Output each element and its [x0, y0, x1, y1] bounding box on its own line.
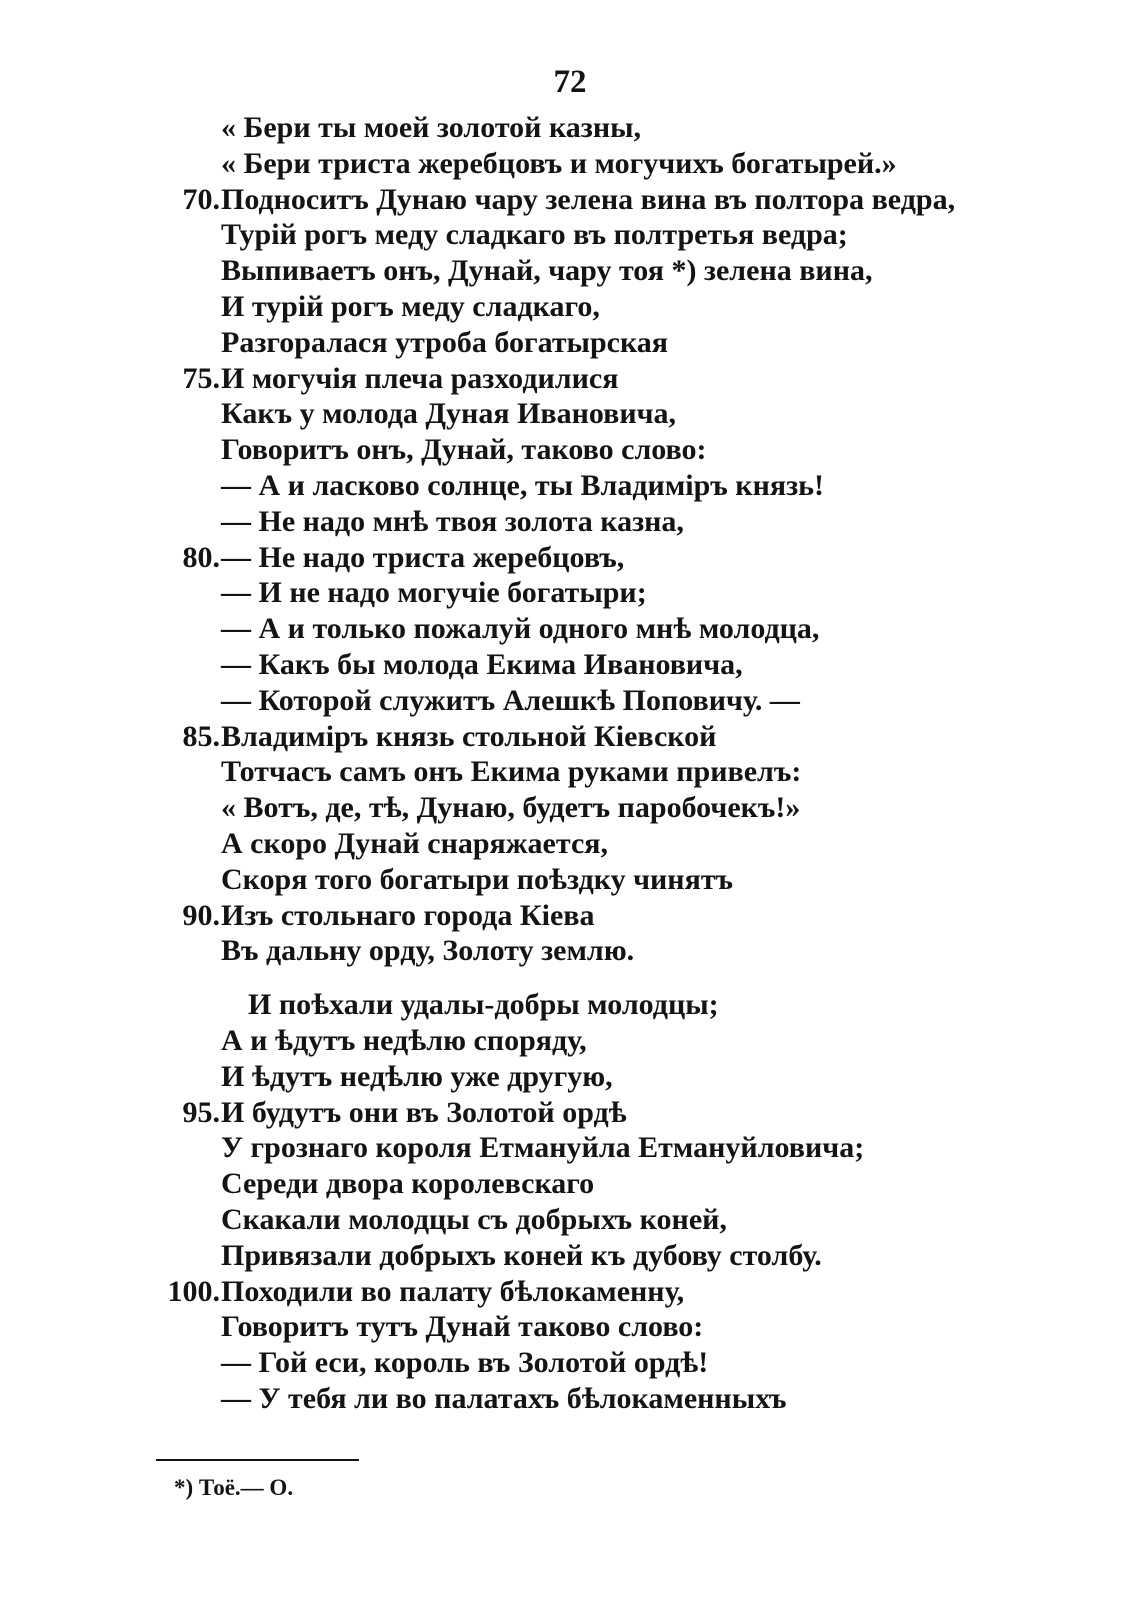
verse-text: — Гой еси, король въ Золотой ордѣ! [221, 1346, 709, 1380]
verse-line [0, 182, 1140, 218]
verse-line [0, 1238, 1140, 1274]
verse-line [0, 719, 1140, 755]
verse-line [0, 468, 1140, 504]
verse-text: И могучія плеча разходилися [221, 361, 619, 395]
verse-text: Изъ стольнаго города Кіева [221, 898, 595, 932]
line-number: 95. [182, 1095, 220, 1129]
verse-text: Турій рогъ меду сладкаго въ полтретья ведра; [221, 218, 848, 252]
verse-line [0, 1309, 1140, 1345]
verse-text: — А и ласково солнце, ты Владиміръ князь! [221, 468, 824, 502]
verse-line [0, 826, 1140, 862]
verse-text: Говоритъ онъ, Дунай, таково слово: [221, 433, 707, 467]
verse-line [0, 504, 1140, 540]
verse-text: Тотчасъ самъ онъ Екима руками привелъ: [221, 755, 802, 789]
verse-text: — А и только пожалуй одного мнѣ молодца, [221, 612, 820, 646]
verse-line [0, 790, 1140, 826]
line-number: 85. [182, 719, 220, 753]
verse-text: Подноситъ Дунаю чару зелена вина въ полтора ведра, [221, 182, 956, 216]
verse-line [0, 647, 1140, 683]
verse-line [0, 1166, 1140, 1202]
verse-text: Говоритъ тутъ Дунай таково слово: [221, 1310, 704, 1344]
verse-line [0, 1345, 1140, 1381]
verse-text: Выпиваетъ онъ, Дунай, чару тоя *) зелена вина, [221, 254, 873, 288]
footnote-divider [156, 1459, 359, 1461]
verse-line [0, 683, 1140, 719]
verse-text: Скоря того богатыри поѣздку чинятъ [221, 862, 734, 896]
page-number: 72 [553, 64, 587, 100]
verse-line [0, 933, 1140, 969]
verse-text: А скоро Дунай снаряжается, [221, 826, 608, 860]
verse-text: И будутъ они въ Золотой ордѣ [221, 1095, 627, 1129]
verse-text: « Бери ты моей золотой казны, [221, 111, 642, 144]
verse-line [0, 1095, 1140, 1131]
verse-text: Середи двора королевскаго [221, 1167, 595, 1201]
verse-line [0, 253, 1140, 289]
verse-line [0, 325, 1140, 361]
verse-line [0, 540, 1140, 576]
verse-line [0, 754, 1140, 790]
verse-text: — И не надо могучіе богатыри; [221, 576, 647, 610]
line-number: 70. [182, 182, 220, 216]
verse-line [0, 432, 1140, 468]
verse-line [0, 146, 1140, 182]
verse-text: У грознаго короля Етмануйла Етмануйловича; [221, 1131, 865, 1165]
verse-block [0, 110, 1140, 1417]
verse-line [0, 1202, 1140, 1238]
verse-text: И ѣдутъ недѣлю уже другую, [221, 1059, 613, 1093]
verse-text: — Какъ бы молода Екима Ивановича, [221, 647, 743, 681]
verse-text: А и ѣдутъ недѣлю споряду, [221, 1023, 587, 1057]
verse-text: Владиміръ князь стольной Кіевской [221, 719, 717, 753]
verse-text: И турій рогъ меду сладкаго, [221, 289, 600, 323]
line-number: 75. [182, 361, 220, 395]
verse-line [0, 361, 1140, 397]
verse-text: Походили во палату бѣлокаменну, [221, 1274, 685, 1308]
verse-line [0, 575, 1140, 611]
verse-line [0, 217, 1140, 253]
verse-text: Привязали добрыхъ коней къ дубову столбу. [221, 1238, 822, 1272]
verse-line [0, 289, 1140, 325]
line-number: 100. [167, 1274, 220, 1308]
verse-text: И поѣхали удалы-добры молодцы; [248, 988, 719, 1022]
verse-line [0, 1059, 1140, 1095]
verse-text: — Не надо мнѣ твоя золота казна, [221, 504, 684, 538]
verse-text: — У тебя ли во палатахъ бѣлокаменныхъ [221, 1381, 787, 1415]
verse-line [0, 987, 1140, 1023]
verse-line [0, 396, 1140, 432]
verse-line [0, 1130, 1140, 1166]
line-number: 80. [182, 540, 220, 574]
verse-line [0, 611, 1140, 647]
verse-line [0, 898, 1140, 934]
verse-text: « Бери триста жеребцовъ и могучихъ богатырей.» [221, 146, 897, 180]
verse-text: Въ дальну орду, Золоту землю. [221, 934, 635, 968]
footnote: *) Тоё.— О. [174, 1475, 294, 1500]
verse-line [0, 110, 1140, 146]
verse-text: « Вотъ, де, тѣ, Дунаю, будетъ паробочекъ!» [221, 791, 801, 825]
verse-line [0, 1381, 1140, 1417]
verse-line [0, 1023, 1140, 1059]
verse-line [0, 1274, 1140, 1310]
verse-text: Скакали молодцы съ добрыхъ коней, [221, 1202, 727, 1236]
verse-text: — Которой служитъ Алешкѣ Поповичу. — [221, 683, 800, 717]
verse-text: — Не надо триста жеребцовъ, [221, 540, 625, 574]
line-number: 90. [182, 898, 220, 932]
verse-line [0, 862, 1140, 898]
verse-text: Какъ у молода Дуная Ивановича, [221, 397, 677, 431]
verse-text: Разгоралася утроба богатырская [221, 325, 669, 359]
